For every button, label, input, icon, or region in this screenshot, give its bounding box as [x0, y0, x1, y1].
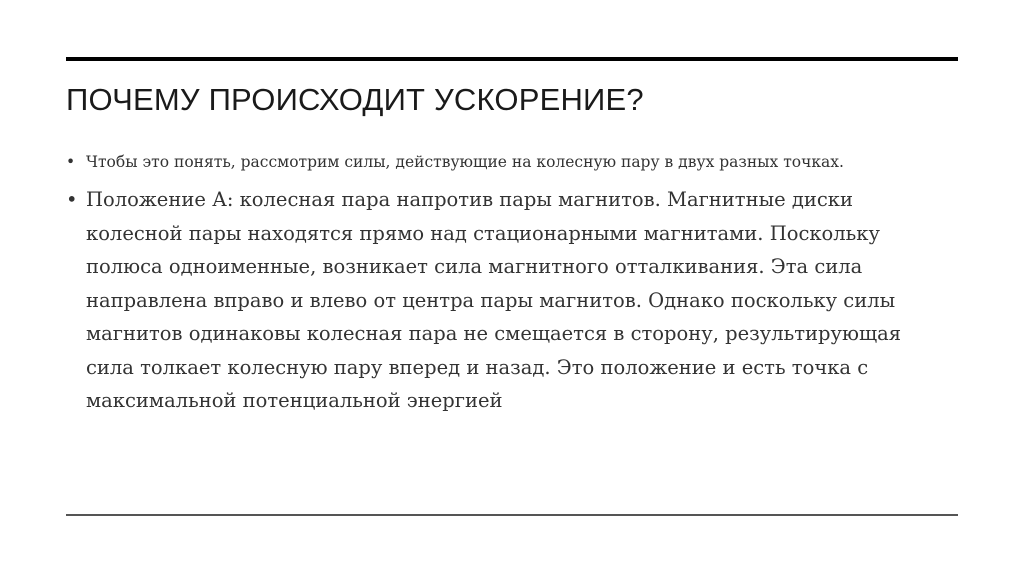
bullet-marker: •: [66, 153, 76, 171]
bullet-item: [66, 183, 936, 418]
bullet-list: [66, 150, 936, 418]
top-divider: [66, 57, 958, 61]
bullet-text: Положение А: колесная пара напротив пары магнитов. Магнитные диски колесной пары находятся прямо над стационарными магнитами. Поскольку полюса одноименные, возникает сила магнитного отталкивания. Эта сила направлена вправо и влево от центра пары магнитов. Однако поскольку силы магнитов одинаковы колесная пара не смещается в сторону, результирующая сила толкает колесную пару вперед и назад. Это положение и есть точка с максимальной потенциальной энергией: [86, 188, 902, 412]
bullet-marker: •: [66, 188, 78, 211]
bullet-text: Чтобы это понять, рассмотрим силы, действующие на колесную пару в двух разных точках.: [86, 153, 844, 171]
bullet-item: [66, 150, 936, 175]
bottom-divider: [66, 514, 958, 516]
slide-title: ПОЧЕМУ ПРОИСХОДИТ УСКОРЕНИЕ?: [66, 82, 644, 117]
